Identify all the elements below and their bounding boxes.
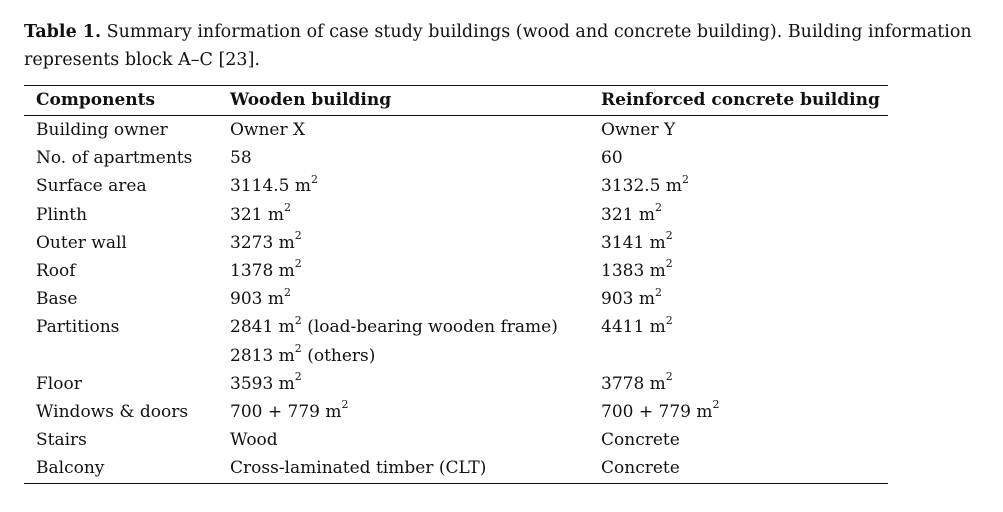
cell-concrete-building: [601, 285, 888, 313]
unit-superscript: 2: [665, 229, 673, 243]
table-row: [24, 257, 888, 285]
cell-wooden-building: [230, 257, 601, 285]
cell-wooden-building: [230, 313, 601, 341]
cell-value: Concrete: [601, 430, 680, 451]
cell-value: 3141 m: [601, 232, 666, 253]
cell-value: 3778 m: [601, 373, 666, 394]
cell-value: Wood: [230, 430, 278, 451]
cell-component: [24, 342, 230, 370]
cell-concrete-building: [601, 144, 888, 172]
table-caption-label: Table 1.: [24, 22, 102, 42]
unit-superscript: 2: [665, 257, 673, 271]
cell-value: 2841 m: [230, 317, 295, 338]
cell-component: Base: [36, 289, 78, 310]
unit-superscript: 2: [283, 285, 291, 299]
table-row: [24, 172, 888, 200]
cell-concrete-building: [601, 426, 888, 454]
unit-superscript: 2: [283, 200, 291, 214]
cell-concrete-building: [601, 342, 888, 370]
cell-component: Building owner: [36, 120, 168, 140]
cell-concrete-building: [601, 454, 888, 482]
unit-superscript: 2: [294, 341, 302, 355]
unit-superscript: 2: [665, 370, 673, 384]
table-row: [24, 313, 888, 341]
cell-suffix: (others): [301, 345, 376, 366]
cell-value: 321 m: [230, 204, 284, 225]
cell-value: 3132.5 m: [601, 176, 683, 197]
cell-concrete-building: [601, 116, 888, 145]
table-bottom-rule: [24, 483, 888, 484]
cell-wooden-building: [230, 342, 601, 370]
cell-component: Outer wall: [36, 232, 127, 253]
cell-value: 3114.5 m: [230, 176, 312, 197]
cell-value: 1378 m: [230, 261, 295, 282]
table-row: [24, 144, 888, 172]
cell-wooden-building: [230, 116, 601, 145]
cell-value: 903 m: [230, 289, 284, 310]
cell-concrete-building: [601, 201, 888, 229]
cell-concrete-building: [601, 257, 888, 285]
cell-wooden-building: [230, 201, 601, 229]
table-header-row: [24, 86, 888, 116]
cell-component: Floor: [36, 373, 82, 394]
table-body: [24, 86, 888, 483]
table-caption: [24, 18, 994, 74]
cell-value: 4411 m: [601, 317, 666, 338]
table-row: [24, 285, 888, 313]
cell-concrete-building: [601, 229, 888, 257]
cell-concrete-building: [601, 313, 888, 341]
cell-value: Cross-laminated timber (CLT): [230, 458, 487, 479]
unit-superscript: 2: [294, 370, 302, 384]
unit-superscript: 2: [311, 172, 319, 186]
cell-component: Balcony: [36, 458, 105, 479]
header-components: Components: [36, 90, 156, 110]
table-row: [24, 398, 888, 426]
cell-wooden-building: [230, 172, 601, 200]
unit-superscript: 2: [654, 200, 662, 214]
cell-concrete-building: [601, 370, 888, 398]
cell-value: Owner Y: [601, 120, 676, 140]
cell-value: 58: [230, 148, 252, 169]
cell-component: Roof: [36, 261, 76, 282]
cell-component: Plinth: [36, 204, 88, 225]
unit-superscript: 2: [294, 229, 302, 243]
cell-wooden-building: [230, 285, 601, 313]
unit-superscript: 2: [341, 398, 349, 412]
cell-wooden-building: [230, 370, 601, 398]
table-row: [24, 229, 888, 257]
cell-value: 321 m: [601, 204, 655, 225]
table-row: [24, 201, 888, 229]
table-caption-text: Summary information of case study buildings (wood and concrete building). Building information represents block A–C [23].: [24, 22, 972, 70]
header-concrete-building: Reinforced concrete building: [601, 90, 880, 110]
cell-value: 3273 m: [230, 232, 295, 253]
cell-value: 3593 m: [230, 373, 295, 394]
cell-value: 700 + 779 m: [230, 402, 342, 423]
cell-value: 1383 m: [601, 261, 666, 282]
cell-value: 60: [601, 148, 623, 169]
cell-component: Surface area: [36, 176, 147, 197]
cell-component: Windows & doors: [36, 402, 189, 423]
unit-superscript: 2: [294, 313, 302, 327]
cell-concrete-building: [601, 172, 888, 200]
cell-concrete-building: [601, 398, 888, 426]
cell-wooden-building: [230, 229, 601, 257]
cell-value: Concrete: [601, 458, 680, 479]
table-row: [24, 116, 888, 145]
cell-wooden-building: [230, 454, 601, 482]
cell-value: 903 m: [601, 289, 655, 310]
unit-superscript: 2: [665, 313, 673, 327]
cell-wooden-building: [230, 426, 601, 454]
cell-component: Stairs: [36, 430, 87, 451]
cell-component: Partitions: [36, 317, 120, 338]
cell-value: Owner X: [230, 120, 306, 140]
table-row: [24, 426, 888, 454]
unit-superscript: 2: [294, 257, 302, 271]
header-wooden-building: Wooden building: [230, 90, 392, 110]
unit-superscript: 2: [712, 398, 720, 412]
unit-superscript: 2: [654, 285, 662, 299]
table-row: [24, 342, 888, 370]
cell-wooden-building: [230, 144, 601, 172]
cell-value: 2813 m: [230, 345, 295, 366]
cell-value: 700 + 779 m: [601, 402, 713, 423]
cell-component: No. of apartments: [36, 148, 193, 169]
cell-wooden-building: [230, 398, 601, 426]
unit-superscript: 2: [682, 172, 690, 186]
table-row: [24, 454, 888, 482]
table-row: [24, 370, 888, 398]
summary-table: [24, 85, 888, 484]
cell-suffix: (load-bearing wooden frame): [301, 317, 558, 338]
